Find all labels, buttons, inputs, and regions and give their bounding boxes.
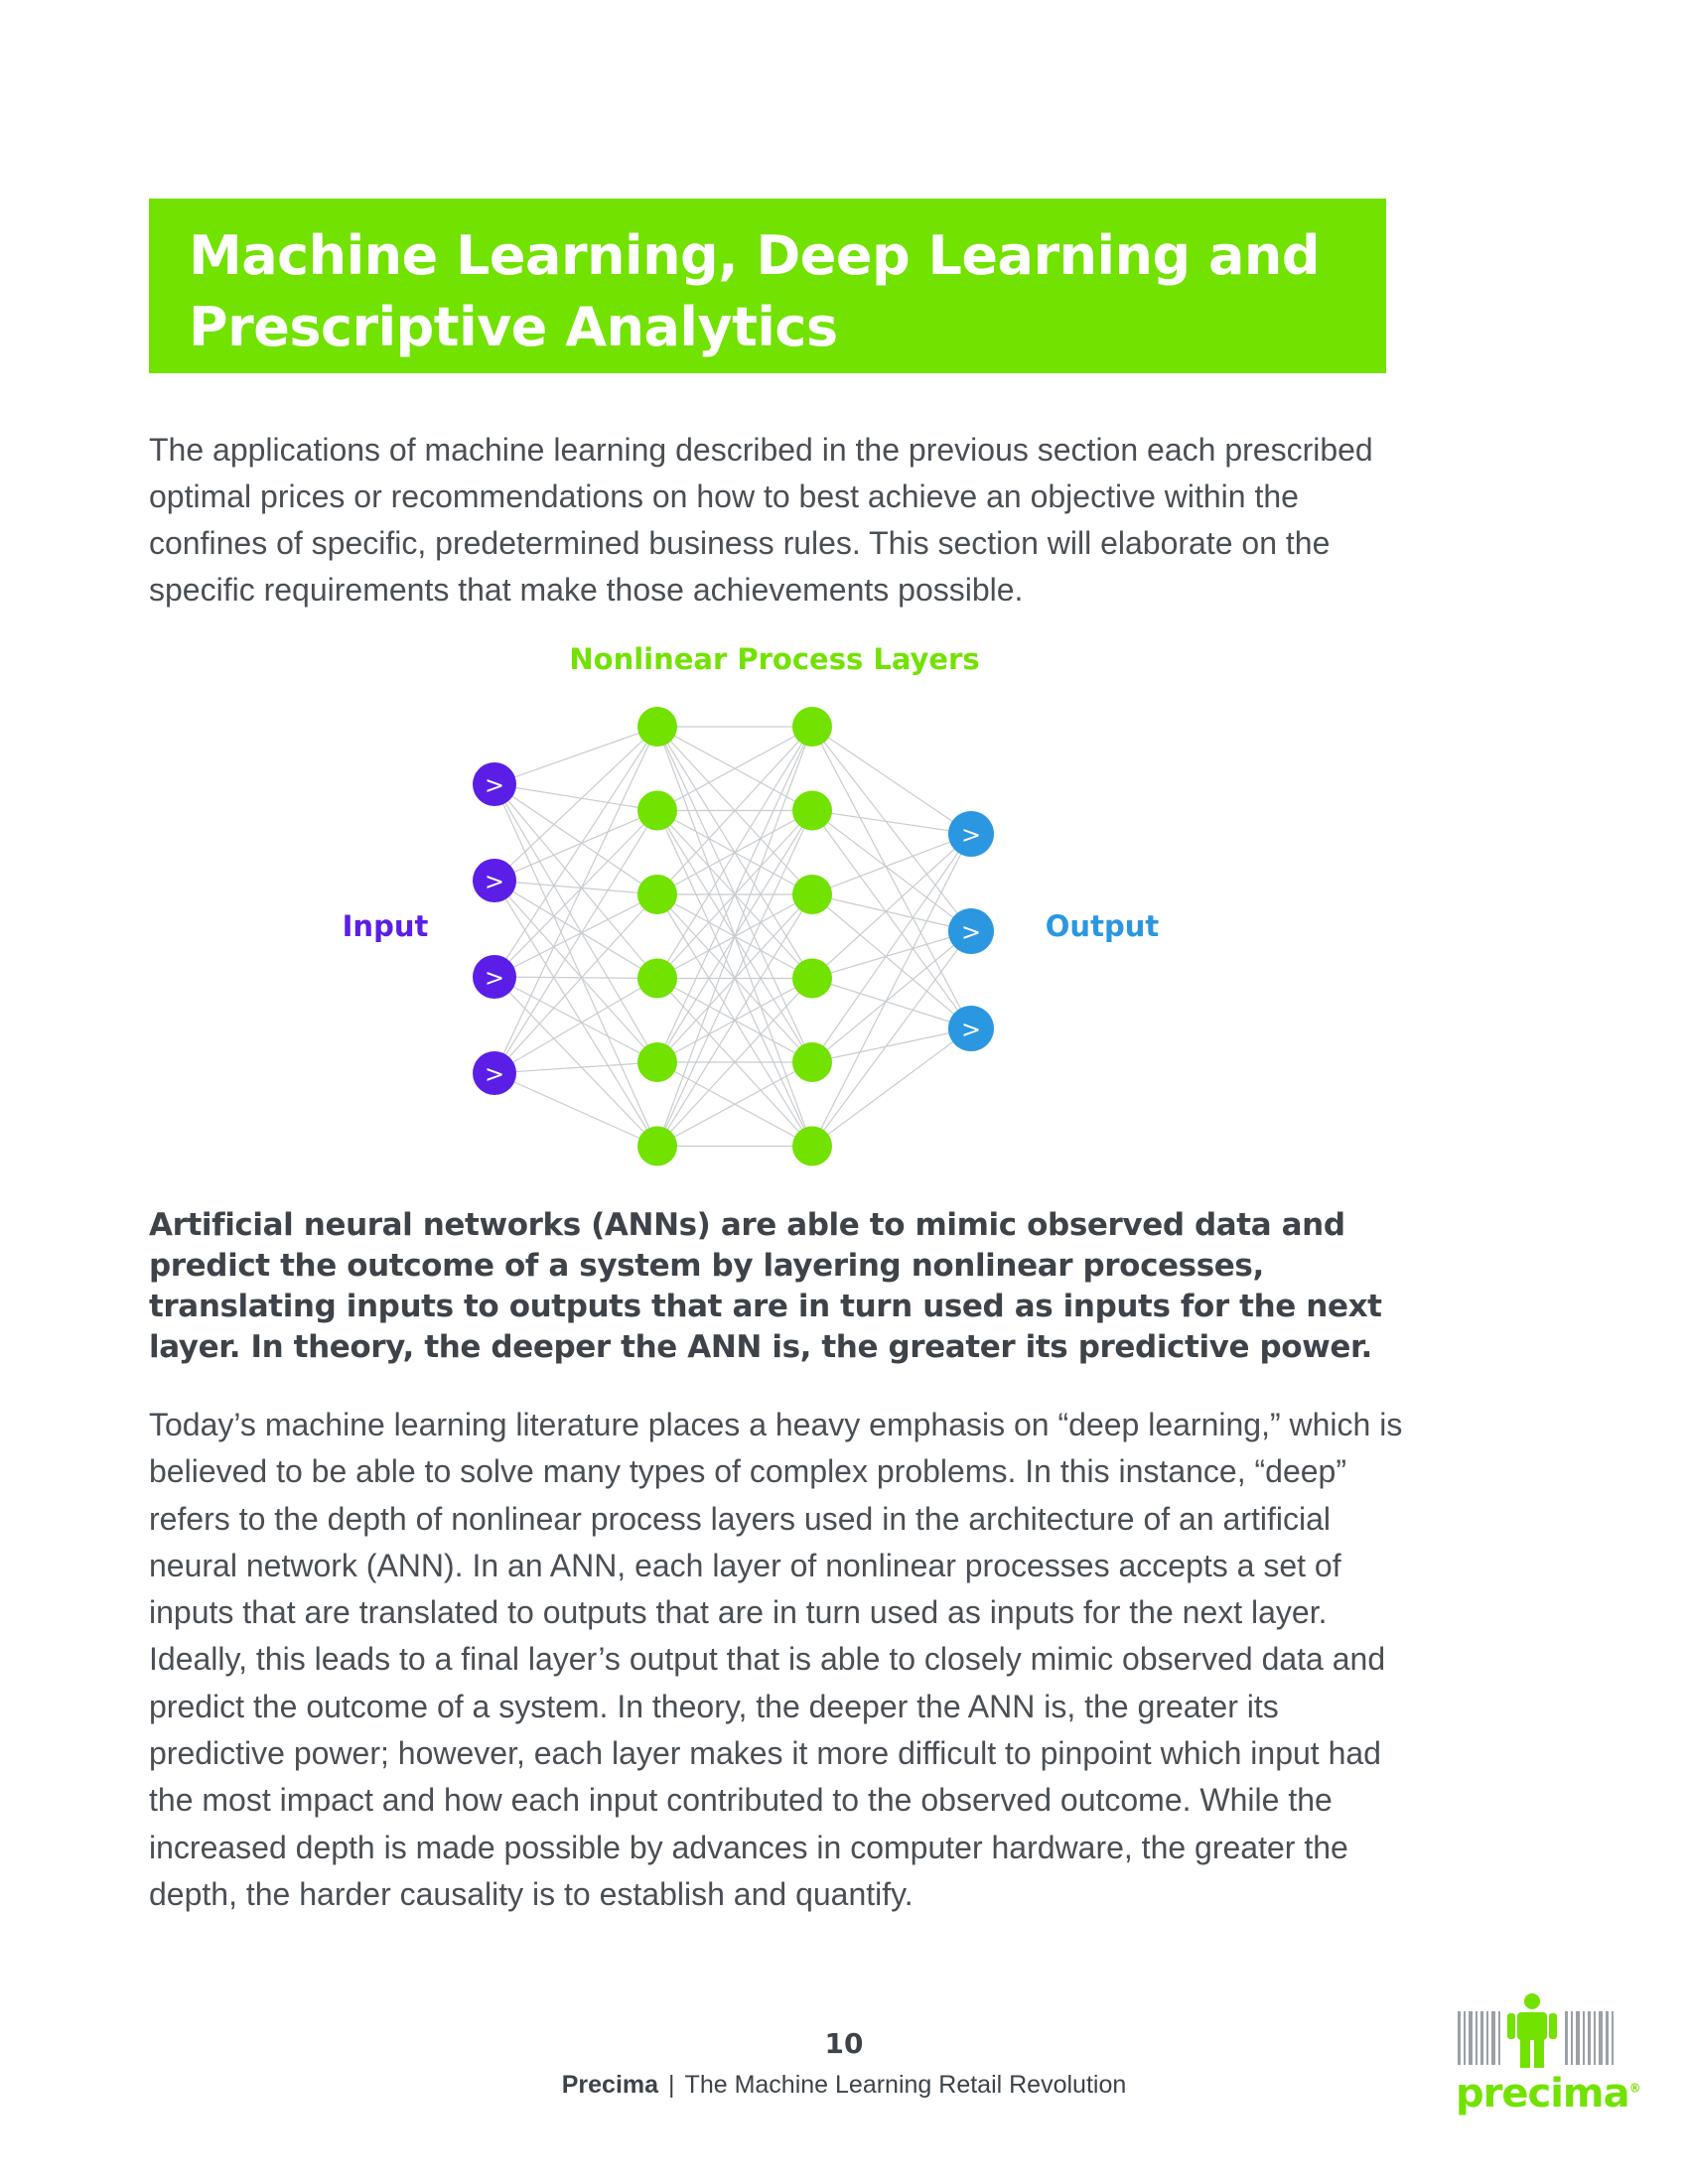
node-arrow-icon: > (960, 918, 982, 946)
hidden1-node (637, 791, 677, 831)
barcode-person-icon (1456, 1991, 1624, 2076)
page-number: 10 (824, 2027, 864, 2060)
network-edge (494, 811, 657, 882)
node-arrow-icon: > (484, 771, 505, 799)
hidden2-node (792, 791, 832, 831)
callout-text: Artificial neural networks (ANNs) are able to mimic observed data and predict the outcome of a system by layering nonlinear processes, translating inputs to outputs that are in turn used as inputs for the next layer. In theory, the deeper the ANN is, the greater its predictive power. (149, 1207, 1382, 1365)
footer-brand: Precima (561, 2071, 659, 2099)
network-edge (494, 811, 657, 978)
network-edge (494, 977, 657, 1147)
network-edge (812, 931, 971, 979)
network-edge (494, 811, 657, 1074)
network-edge (812, 727, 971, 1028)
node-arrow-icon: > (484, 868, 505, 895)
body-paragraph: Today’s machine learning literature places a heavy emphasis on “deep learning,” which is believed to be able to solve many types of complex problems. In this instance, “deep” refers to the depth of nonlinear process layers used in the architecture of an artificial neural network (ANN). In an ANN, each layer of nonlinear processes accepts a set of inputs that are translated to outputs that are in turn used as inputs for the next layer. Ideally, this leads to a final layer’s output that is able to closely mimic observed data and predict the outcome of a system. In theory, the deeper the ANN is, the greater its predictive power; however, each layer makes it more difficult to pinpoint which input had the most impact and how each input contributed to the observed outcome. While the increased depth is made possible by advances in computer hardware, the greater the depth, the harder causality is to establish and quantify. (149, 1407, 1403, 1912)
output-label: Output (1045, 909, 1160, 943)
network-edge (812, 1028, 971, 1062)
network-edge (812, 979, 971, 1029)
footer-separator: | (668, 2071, 675, 2099)
neural-network-diagram (0, 635, 1688, 1191)
hidden2-node (792, 1042, 832, 1082)
hidden1-node (637, 1127, 677, 1166)
network-edge (494, 784, 657, 979)
footer-doc-title: The Machine Learning Retail Revolution (684, 2071, 1127, 2099)
input-label: Input (342, 909, 429, 943)
hidden2-node (792, 1127, 832, 1166)
network-edge (494, 727, 657, 784)
network-edge (494, 1062, 657, 1073)
logo-word: precima (1456, 2071, 1629, 2116)
node-arrow-icon: > (484, 964, 505, 992)
precima-logo (1456, 1991, 1640, 2124)
network-edge (494, 1073, 657, 1147)
network-nodes (473, 707, 994, 1166)
registered-mark: ® (1628, 2081, 1640, 2096)
network-edge (812, 811, 971, 835)
network-edge (812, 834, 971, 979)
network-edge (494, 727, 657, 977)
hidden1-node (637, 959, 677, 999)
heading-line-1: Machine Learning, Deep Learning and (189, 224, 1320, 287)
section-heading-banner (149, 199, 1386, 373)
network-edge (812, 727, 971, 834)
network-edge (812, 1028, 971, 1147)
hidden1-node (637, 875, 677, 914)
network-edge (494, 881, 657, 894)
network-edge (812, 894, 971, 1028)
hidden2-node (792, 707, 832, 747)
section-heading (189, 220, 1386, 363)
hidden1-node (637, 1042, 677, 1082)
network-edge (494, 784, 657, 811)
network-edge (494, 727, 657, 881)
node-arrow-icon: > (960, 821, 982, 849)
network-edge (494, 881, 657, 979)
network-edge (494, 881, 657, 1062)
network-edge (812, 834, 971, 1062)
network-edges (494, 727, 971, 1147)
node-arrow-icon: > (484, 1060, 505, 1088)
footer (0, 2071, 1688, 2100)
hidden1-node (637, 707, 677, 747)
heading-line-2: Prescriptive Analytics (189, 296, 838, 358)
network-edge (494, 977, 657, 979)
network-edge (494, 979, 657, 1074)
hidden2-node (792, 959, 832, 999)
network-edge (494, 784, 657, 1147)
node-arrow-icon: > (960, 1016, 982, 1043)
diagram-title: Nonlinear Process Layers (569, 642, 980, 676)
network-edge (812, 931, 971, 1147)
logo-wordmark (1456, 2071, 1640, 2116)
intro-paragraph: The applications of machine learning described in the previous section each prescribed optimal prices or recommendations on how to best achieve an objective within the confines of specific, predetermined business rules. This section will elaborate on the specific requirements that make those achievements possible. (149, 432, 1373, 608)
hidden2-node (792, 875, 832, 914)
network-edge (812, 834, 971, 1147)
